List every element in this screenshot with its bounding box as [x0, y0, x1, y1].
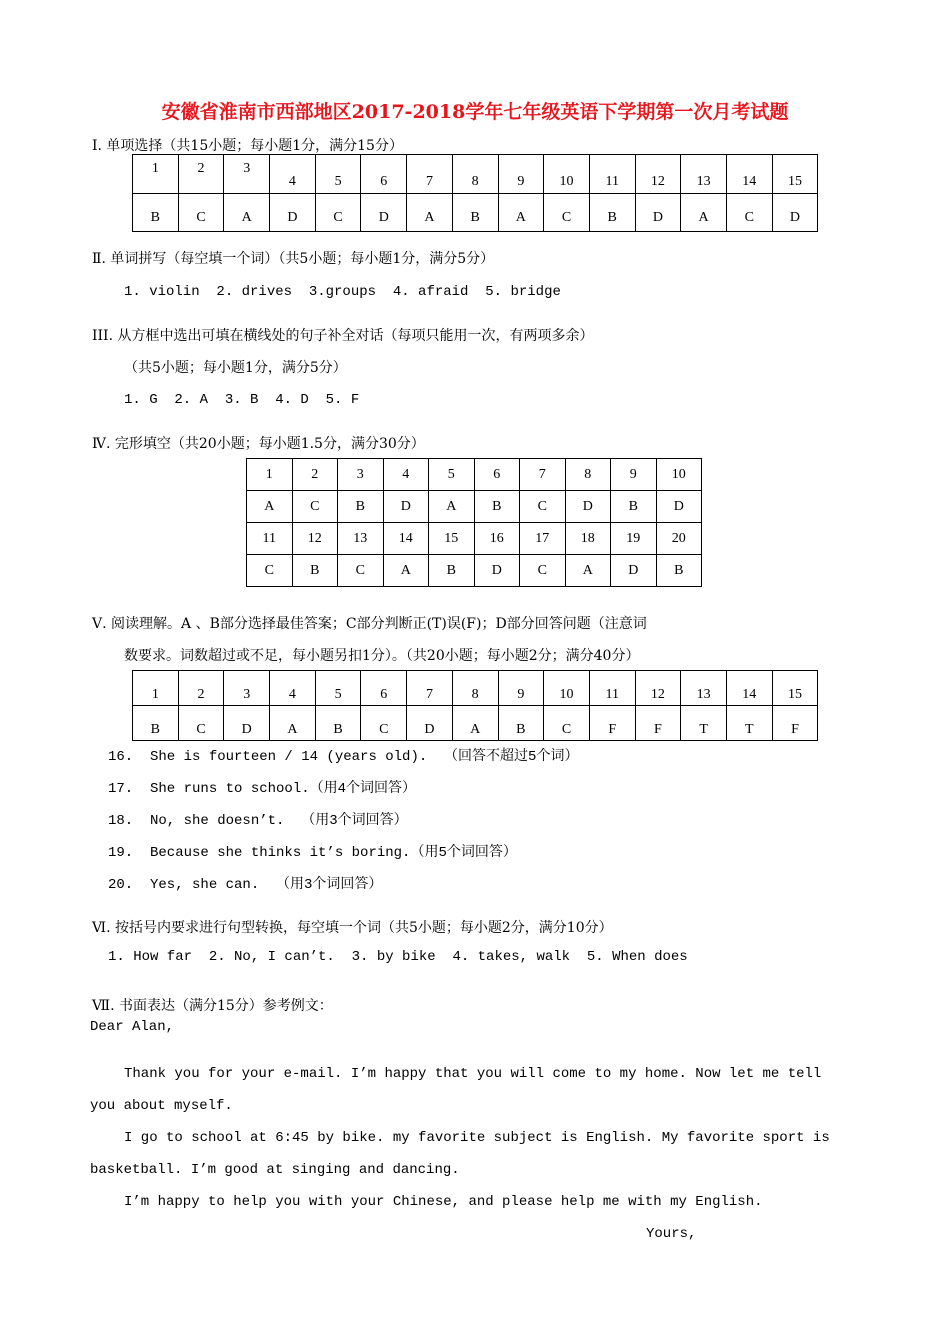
question-number-cell: 2 [292, 459, 338, 491]
section-5-answer-table [132, 670, 818, 741]
question-number-cell: 8 [452, 155, 498, 194]
answer-cell: F [635, 706, 681, 741]
answer-cell: D [224, 706, 270, 741]
section-6-answers: 1. How far 2. No, I can’t. 3. by bike 4. takes, walk 5. When does [108, 949, 688, 965]
answer-cell: B [429, 555, 475, 587]
answer-cell: F [589, 706, 635, 741]
question-number-cell: 12 [292, 523, 338, 555]
section-3-heading: III. 从方框中选出可填在横线处的句子补全对话（每项只能用一次，有两项多余） [92, 328, 594, 344]
answer-cell: A [498, 194, 544, 232]
answer-cell: C [544, 194, 590, 232]
question-number-cell: 7 [407, 671, 453, 706]
section-5-item-17: 17. She runs to school.（用4个词回答） [108, 781, 417, 797]
question-number-cell: 15 [772, 671, 818, 706]
letter-paragraph-1-line-1: Thank you for your e-mail. I’m happy that you will come to my home. Now let me tell [124, 1066, 822, 1082]
question-number-cell: 5 [315, 155, 361, 194]
answer-cell: D [361, 194, 407, 232]
question-number-cell: 16 [474, 523, 520, 555]
question-number-cell: 6 [361, 671, 407, 706]
answer-cell: A [270, 706, 316, 741]
answer-cell: D [565, 491, 611, 523]
question-number-cell: 3 [224, 671, 270, 706]
section-5-item-16: 16. She is fourteen / 14 (years old). （回答不超过5个词） [108, 749, 579, 765]
section-1-heading: Ⅰ. 单项选择（共15小题；每小题1分，满分15分） [92, 138, 403, 154]
answer-cell: A [383, 555, 429, 587]
question-number-cell: 4 [383, 459, 429, 491]
question-number-cell: 4 [270, 155, 316, 194]
question-number-cell: 10 [544, 155, 590, 194]
section-5-item-19: 19. Because she thinks it’s boring.（用5个词回答） [108, 845, 517, 861]
answer-cell: C [178, 194, 224, 232]
answer-cell: B [133, 706, 179, 741]
question-number-cell: 8 [565, 459, 611, 491]
answer-cell: B [498, 706, 544, 741]
question-number-cell: 2 [178, 155, 224, 194]
question-number-cell: 11 [589, 671, 635, 706]
question-number-cell: 14 [383, 523, 429, 555]
answer-cell: B [338, 491, 384, 523]
question-number-cell: 19 [611, 523, 657, 555]
question-number-cell: 13 [338, 523, 384, 555]
answer-cell: C [520, 491, 566, 523]
question-number-cell: 3 [224, 155, 270, 194]
answer-cell: F [772, 706, 818, 741]
section-2-answers: 1. violin 2. drives 3.groups 4. afraid 5. bridge [124, 284, 561, 300]
question-number-cell: 15 [429, 523, 475, 555]
letter-paragraph-2-line-1: I go to school at 6:45 by bike. my favorite subject is English. My favorite sport is [124, 1130, 830, 1146]
answer-cell: B [474, 491, 520, 523]
question-number-cell: 9 [498, 155, 544, 194]
question-number-cell: 15 [772, 155, 818, 194]
answer-cell: A [224, 194, 270, 232]
answer-cell: D [656, 491, 702, 523]
section-5-item-18: 18. No, she doesn’t. （用3个词回答） [108, 813, 408, 829]
answer-cell: D [474, 555, 520, 587]
question-number-cell: 18 [565, 523, 611, 555]
question-number-cell: 1 [247, 459, 293, 491]
answer-cell: B [611, 491, 657, 523]
answer-cell: T [681, 706, 727, 741]
answer-cell: C [726, 194, 772, 232]
answer-cell: D [611, 555, 657, 587]
question-number-cell: 5 [315, 671, 361, 706]
answer-cell: B [315, 706, 361, 741]
answer-cell: C [247, 555, 293, 587]
answer-cell: B [133, 194, 179, 232]
section-4-heading: Ⅳ. 完形填空（共20小题；每小题1.5分，满分30分） [92, 436, 425, 452]
section-4-answer-table [246, 458, 702, 587]
answer-cell: C [544, 706, 590, 741]
question-number-cell: 14 [726, 155, 772, 194]
question-number-cell: 4 [270, 671, 316, 706]
question-number-cell: 10 [656, 459, 702, 491]
answer-cell: D [772, 194, 818, 232]
answer-cell: T [726, 706, 772, 741]
answer-cell: D [383, 491, 429, 523]
answer-cell: D [635, 194, 681, 232]
question-number-cell: 11 [247, 523, 293, 555]
question-number-cell: 9 [611, 459, 657, 491]
answer-cell: A [565, 555, 611, 587]
letter-paragraph-1-line-2: you about myself. [90, 1098, 233, 1114]
question-number-cell: 12 [635, 155, 681, 194]
section-3-heading-2: （共5小题；每小题1分，满分5分） [124, 360, 347, 376]
question-number-cell: 9 [498, 671, 544, 706]
answer-cell: C [520, 555, 566, 587]
section-3-answers: 1. G 2. A 3. B 4. D 5. F [124, 392, 360, 408]
answer-cell: A [247, 491, 293, 523]
question-number-cell: 6 [474, 459, 520, 491]
answer-cell: B [292, 555, 338, 587]
answer-cell: A [407, 194, 453, 232]
answer-cell: A [429, 491, 475, 523]
section-1-answer-table [132, 154, 818, 232]
answer-cell: C [292, 491, 338, 523]
answer-cell: B [589, 194, 635, 232]
letter-salutation: Dear Alan, [90, 1019, 175, 1035]
answer-cell: A [452, 706, 498, 741]
section-5-heading: Ⅴ. 阅读理解。A 、B部分选择最佳答案；C部分判断正(T)误(F)；D部分回答问题（注意词 [92, 616, 647, 632]
section-5-item-20: 20. Yes, she can. （用3个词回答） [108, 877, 383, 893]
letter-closing: Yours, [646, 1226, 697, 1242]
question-number-cell: 20 [656, 523, 702, 555]
answer-cell: D [270, 194, 316, 232]
page-title: 安徽省淮南市西部地区2017-2018学年七年级英语下学期第一次月考试题 [161, 101, 789, 123]
question-number-cell: 13 [681, 671, 727, 706]
question-number-cell: 2 [178, 671, 224, 706]
answer-cell: B [656, 555, 702, 587]
question-number-cell: 14 [726, 671, 772, 706]
answer-cell: C [361, 706, 407, 741]
question-number-cell: 13 [681, 155, 727, 194]
answer-cell: C [178, 706, 224, 741]
question-number-cell: 3 [338, 459, 384, 491]
question-number-cell: 8 [452, 671, 498, 706]
section-5-heading-2: 数要求。词数超过或不足，每小题另扣1分）。（共20小题；每小题2分；满分40分） [124, 648, 640, 664]
question-number-cell: 11 [589, 155, 635, 194]
question-number-cell: 1 [133, 155, 179, 194]
answer-cell: B [452, 194, 498, 232]
question-number-cell: 5 [429, 459, 475, 491]
letter-paragraph-2-line-2: basketball. I’m good at singing and dancing. [90, 1162, 460, 1178]
answer-cell: A [681, 194, 727, 232]
question-number-cell: 6 [361, 155, 407, 194]
answer-cell: C [315, 194, 361, 232]
question-number-cell: 12 [635, 671, 681, 706]
section-7-heading: Ⅶ. 书面表达（满分15分）参考例文： [92, 998, 333, 1014]
question-number-cell: 1 [133, 671, 179, 706]
section-6-heading: Ⅵ. 按括号内要求进行句型转换，每空填一个词（共5小题；每小题2分，满分10分） [92, 920, 613, 936]
section-2-heading: Ⅱ. 单词拼写（每空填一个词）（共5小题；每小题1分，满分5分） [92, 251, 495, 267]
question-number-cell: 7 [520, 459, 566, 491]
question-number-cell: 10 [544, 671, 590, 706]
answer-cell: C [338, 555, 384, 587]
question-number-cell: 7 [407, 155, 453, 194]
question-number-cell: 17 [520, 523, 566, 555]
letter-paragraph-3: I’m happy to help you with your Chinese, and please help me with my English. [124, 1194, 763, 1210]
answer-cell: D [407, 706, 453, 741]
